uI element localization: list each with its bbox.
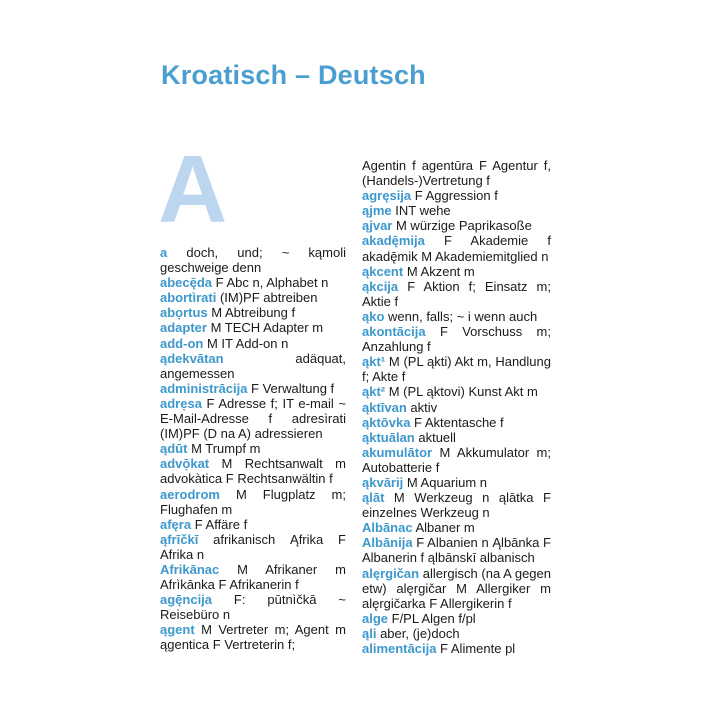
entry-definition: F Abc n, Alphabet n: [212, 275, 329, 291]
dictionary-entry: [362, 520, 551, 535]
entry-headword: akontācija: [362, 324, 426, 340]
entry-definition: F Vorschuss m; Anzahlung f: [362, 324, 551, 355]
entry-definition: M (PL ąktovi) Kunst Akt m: [385, 384, 538, 400]
entry-headword: agę̄ncija: [160, 592, 213, 608]
dictionary-entry: [362, 641, 551, 656]
entry-definition: M Akkumulator m; Autobatterie f: [362, 444, 551, 475]
entry-definition: M Flugplatz m; Flughafen m: [160, 486, 346, 517]
dictionary-entry: [160, 305, 346, 320]
entry-headword: add-on: [160, 335, 204, 351]
entry-definition: F Aktion f; Einsatz m; Aktie f: [362, 278, 551, 309]
dictionary-entry: [362, 233, 551, 263]
dictionary-entry: [362, 475, 551, 490]
entry-definition: aktuell: [414, 429, 456, 445]
dictionary-entry: [362, 203, 551, 218]
entry-headword: ąlāt: [362, 490, 385, 506]
section-letter: A: [158, 136, 228, 243]
entry-headword: Afrikānac: [160, 561, 220, 577]
entry-headword: ądekvātan: [160, 350, 224, 366]
entry-headword: Albānija: [362, 535, 413, 551]
entry-definition: wenn, falls; ~ i wenn auch: [384, 308, 538, 324]
entry-headword: ąkt¹: [362, 354, 386, 370]
dictionary-entry: [160, 487, 346, 517]
entry-headword: ądūt: [160, 441, 188, 457]
entry-definition: F Akademie f akadę̄mik M Akademiemitglied n: [362, 233, 551, 264]
entry-headword: ąfrīčkī: [160, 531, 199, 547]
entry-definition: adäquat, angemessen: [160, 350, 346, 381]
dictionary-entry: [362, 309, 551, 324]
entry-headword: ąko: [362, 308, 385, 324]
entry-headword: ąkt²: [362, 384, 386, 400]
dictionary-entry: [362, 279, 551, 309]
dictionary-entry: [362, 324, 551, 354]
entry-headword: abọrtus: [160, 305, 208, 321]
entry-headword: advọ̄kat: [160, 456, 210, 472]
entry-headword: alęrgičan: [362, 565, 420, 581]
dictionary-entry: [362, 430, 551, 445]
entry-definition: F Aggression f: [411, 188, 498, 204]
entry-headword: adrẹsa: [160, 395, 202, 411]
entry-headword: aerodrom: [160, 486, 220, 502]
dictionary-entry: [160, 622, 346, 652]
entry-headword: ąkvārij: [362, 474, 404, 490]
entry-definition: M Aquarium n: [403, 474, 488, 490]
entry-definition: M Vertreter m; Agent m ągentica F Vertreterin f;: [160, 622, 346, 653]
dictionary-entry: [160, 351, 346, 381]
entry-definition: M Abtreibung f: [207, 305, 296, 321]
dictionary-entry: [160, 245, 346, 275]
dictionary-entry: [362, 354, 551, 384]
dictionary-entry: [362, 626, 551, 641]
dictionary-entry: [362, 535, 551, 565]
entry-definition: INT wehe: [391, 203, 451, 219]
entry-headword: ąjvar: [362, 218, 393, 234]
dictionary-entry: [362, 384, 551, 399]
entry-definition: doch, und; ~ kąmoli geschweige denn: [160, 245, 346, 276]
entry-definition: (IM)PF abtreiben: [216, 290, 318, 306]
entry-definition: F Albanien n Ąlbānka F Albanerin f ąlbānskī albanisch: [362, 535, 551, 566]
entry-definition: M Rechtsanwalt m advokàtica F Rechtsanwältin f: [160, 456, 346, 487]
page-title: Kroatisch – Deutsch: [161, 60, 426, 90]
dictionary-entry: [362, 490, 551, 520]
entry-definition: F/PL Algen f/pl: [388, 610, 476, 626]
dictionary-entry: [160, 290, 346, 305]
dictionary-entry: [362, 415, 551, 430]
entry-headword: ąkcija: [362, 278, 399, 294]
entry-definition: M (PL ąkti) Akt m, Handlung f; Akte f: [362, 354, 551, 385]
entry-headword: ąjme: [362, 203, 392, 219]
entry-headword: ągent: [160, 622, 195, 638]
dictionary-entry: [160, 336, 346, 351]
entry-definition: Albaner m: [412, 520, 475, 536]
dictionary-entry: [362, 445, 551, 475]
entry-headword: abortìrati: [160, 290, 217, 306]
entry-headword: administrācija: [160, 380, 248, 396]
entry-definition: allergisch (na A gegen etw) alęrgičar M Allergiker m alęrgičarka F Allergikerin f: [362, 565, 551, 611]
dictionary-entry: [160, 396, 346, 441]
dictionary-column-left: [160, 245, 346, 653]
entry-headword: adapter: [160, 320, 207, 336]
entry-definition: F Verwaltung f: [247, 380, 335, 396]
entry-definition: F Adresse f; IT e-mail ~ E-Mail-Adresse f adresìrati (IM)PF (D na A) adressieren: [160, 395, 346, 442]
entry-definition: M Trumpf m: [187, 441, 261, 457]
dictionary-entry: [362, 218, 551, 233]
dictionary-entry: [160, 456, 346, 486]
entry-headword: alimentācija: [362, 641, 437, 656]
dictionary-entry: [160, 562, 346, 592]
entry-headword: akumulātor: [362, 444, 433, 460]
entry-definition: M würzige Paprikasoße: [392, 218, 532, 234]
entry-definition: F Affäre f: [191, 516, 248, 532]
dictionary-entry: [160, 275, 346, 290]
entry-definition: aber, (je)doch: [376, 625, 460, 641]
entry-headword: ąktuālan: [362, 429, 415, 445]
entry-headword: afęra: [160, 516, 192, 532]
entry-headword: ąktīvan: [362, 399, 407, 415]
dictionary-entry: [160, 320, 346, 335]
entry-headword: abecę̄da: [160, 275, 213, 291]
entry-headword: akadę̄mija: [362, 233, 425, 249]
entry-headword: ąktōvka: [362, 414, 411, 430]
entry-headword: ąkcent: [362, 263, 404, 279]
entry-definition: M Afrikaner m Afrìkānka F Afrikanerin f: [160, 561, 346, 593]
dictionary-entry: [160, 517, 346, 532]
dictionary-entry: [160, 592, 346, 622]
entry-headword: agręsija: [362, 188, 412, 204]
entry-definition: M TECH Adapter m: [206, 320, 324, 336]
dictionary-entry: [362, 158, 551, 188]
entry-definition: F Aktentasche f: [410, 414, 504, 430]
entry-headword: Albānac: [362, 520, 413, 536]
entry-definition: M IT Add-on n: [203, 335, 289, 351]
entry-definition: F: pūtnìčkā ~ Reisebüro n: [160, 592, 346, 623]
entry-definition: afrikanisch Ąfrika F Afrika n: [160, 531, 346, 562]
entry-definition: Agentin f agentūra F Agentur f, (Handels-)Vertretung f: [362, 158, 551, 189]
entry-definition: aktiv: [406, 399, 438, 415]
dictionary-entry: [362, 188, 551, 203]
dictionary-entry: [160, 441, 346, 456]
dictionary-entry: [160, 381, 346, 396]
dictionary-entry: [362, 264, 551, 279]
dictionary-entry: [160, 532, 346, 562]
dictionary-column-right: [362, 158, 551, 656]
entry-definition: M Akzent m: [403, 263, 475, 279]
entry-headword: a: [160, 245, 168, 260]
entry-definition: F Alimente pl: [436, 641, 516, 656]
dictionary-entry: [362, 400, 551, 415]
dictionary-entry: [362, 566, 551, 611]
entry-headword: alge: [362, 610, 389, 626]
entry-definition: M Werkzeug n ąlātka F einzelnes Werkzeug n: [362, 490, 551, 521]
entry-headword: ąli: [362, 625, 377, 641]
dictionary-entry: [362, 611, 551, 626]
